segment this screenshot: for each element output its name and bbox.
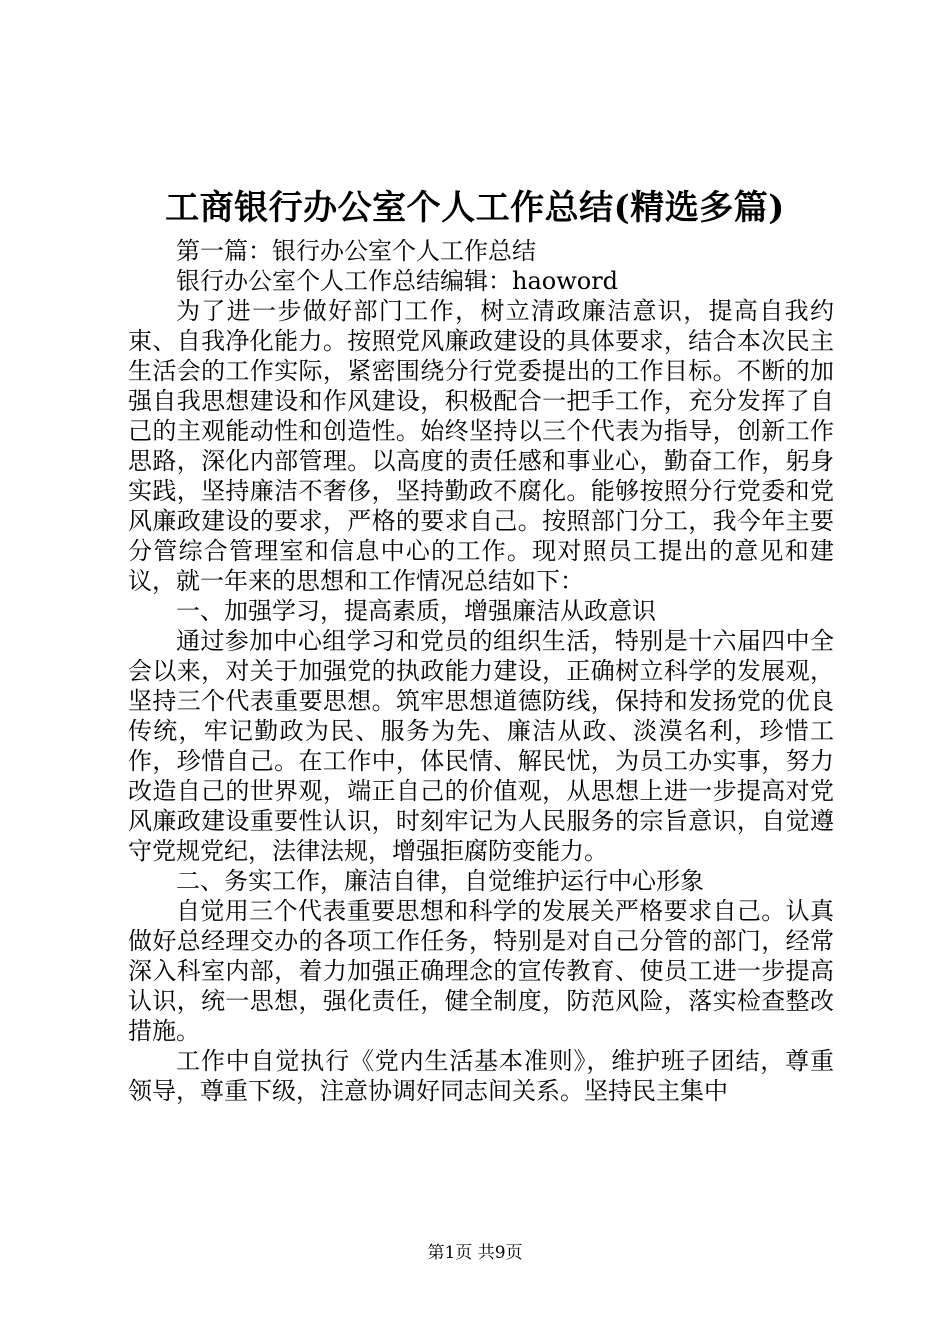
document-title: 工商银行办公室个人工作总结(精选多篇) [165,188,785,228]
page-number-footer: 第1页 共9页 [427,1243,523,1263]
body-paragraph: 工作中自觉执行《党内生活基本准则》，维护班子团结，尊重领导，尊重下级，注意协调好同志间关系。坚持民主集中 [128,1047,834,1105]
body-paragraph: 通过参加中心组学习和党员的组织生活，特别是十六届四中全会以来，对关于加强党的执政能力建设，正确树立科学的发展观，坚持三个代表重要思想。筑牢思想道德防线，保持和发扬党的优良传统，牢记勤政为民、服务为先、廉洁从政、淡漠名利，珍惜工作，珍惜自己。在工作中，体民情、解民忧，为员工办实事，努力改造自己的世界观，端正自己的价值观，从思想上进一步提高对党风廉政建设重要性认识，时刻牢记为人民服务的宗旨意识，自觉遵守党规党纪，法律法规，增强拒腐防变能力。 [128,627,834,865]
document-body [128,236,834,1106]
section-heading: 二、务实工作，廉洁自律，自觉维护运行中心形象 [176,867,704,895]
body-paragraph: 自觉用三个代表重要思想和科学的发展关严格要求自己。认真做好总经理交办的各项工作任务，特别是对自己分管的部门，经常深入科室内部，着力加强正确理念的宣传教育、使员工进一步提高认识，统一思想，强化责任，健全制度，防范风险，落实检查整改措施。 [128,897,834,1045]
subtitle-line: 银行办公室个人工作总结编辑：haoword [176,267,619,295]
body-paragraph: 为了进一步做好部门工作，树立清政廉洁意识，提高自我约束、自我净化能力。按照党风廉政建设的具体要求，结合本次民主生活会的工作实际，紧密围绕分行党委提出的工作目标。不断的加强自我思想建设和作风建设，积极配合一把手工作，充分发挥了自己的主观能动性和创造性。始终坚持以三个代表为指导，创新工作思路，深化内部管理。以高度的责任感和事业心，勤奋工作，躬身实践，坚持廉洁不奢侈，坚持勤政不腐化。能够按照分行党委和党风廉政建设的要求，严格的要求自己。按照部门分工，我今年主要分管综合管理室和信息中心的工作。现对照员工提出的意见和建议，就一年来的思想和工作情况总结如下： [128,297,834,595]
section-heading: 第一篇：银行办公室个人工作总结 [176,237,536,265]
section-heading: 一、加强学习，提高素质，增强廉洁从政意识 [176,597,656,625]
